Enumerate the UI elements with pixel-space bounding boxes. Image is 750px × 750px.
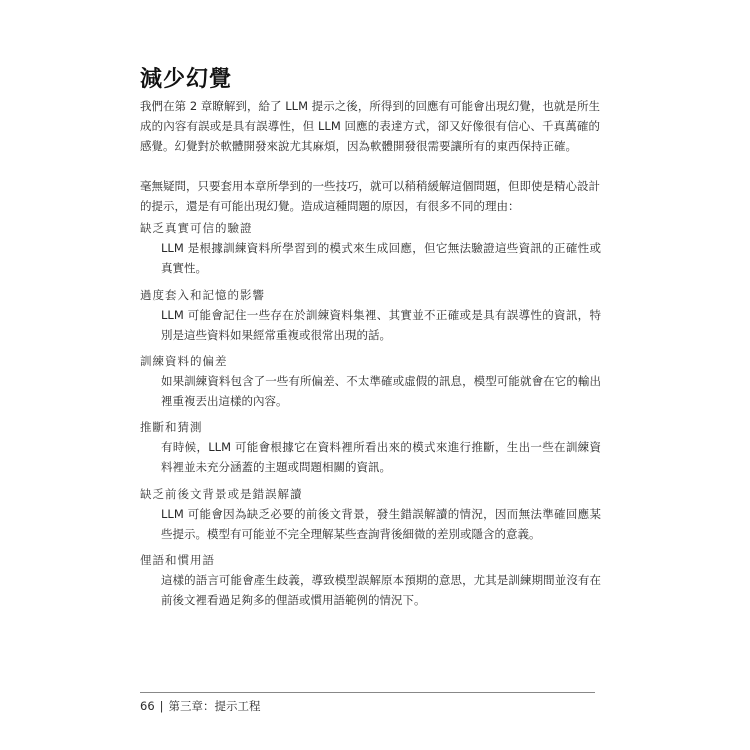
reason-term-verification: 缺乏真實可信的驗證 [140,221,253,235]
intro-paragraph-2: 毫無疑問，只要套用本章所學到的一些技巧，就可以稍稍緩解這個問題，但即使是精心設計的提示，還是有可能出現幻覺。造成這種問題的原因，有很多不同的理由： [140,179,600,213]
chapter-title: 第三章：提示工程 [168,699,261,713]
footer-separator: | [159,699,164,713]
reason-term-slang: 俚語和慣用語 [140,553,215,567]
footer-divider [140,692,595,693]
reason-description-inference: 有時候，LLM 可能會根據它在資料裡所看出來的模式來進行推斷，生出一些在訓練資料裡並未充分涵蓋的主題或問題相關的資訊。 [161,440,601,474]
reason-term-bias: 訓練資料的偏差 [140,354,228,368]
intro-paragraph-1: 我們在第 2 章瞭解到，給了 LLM 提示之後，所得到的回應有可能會出現幻覺，也就是所生成的內容有誤或是具有誤導性，但 LLM 回應的表達方式，卻又好像很有信心、千真萬確的感覺。幻覺對於軟體開發來說尤其麻煩，因為軟體開發很需要讓所有的東西保持正確。 [140,99,600,153]
reason-term-context: 缺乏前後文背景或是錯誤解讀 [140,487,303,501]
reason-description-context: LLM 可能會因為缺乏必要的前後文背景，發生錯誤解讀的情況，因而無法準確回應某些提示。模型有可能並不完全理解某些查詢背後細微的差別或隱含的意義。 [161,507,601,541]
reason-description-verification: LLM 是根據訓練資料所學習到的模式來生成回應，但它無法驗證這些資訊的正確性或真實性。 [161,241,601,275]
reason-description-overfitting: LLM 可能會記住一些存在於訓練資料集裡、其實並不正確或是具有誤導性的資訊，特別是這些資料如果經常重複或很常出現的話。 [161,308,601,342]
page-number: 66 [140,699,155,713]
reason-description-slang: 這樣的語言可能會產生歧義，導致模型誤解原本預期的意思，尤其是訓練期間並沒有在前後文裡看過足夠多的俚語或慣用語範例的情況下。 [161,573,601,607]
reason-description-bias: 如果訓練資料包含了一些有所偏差、不太準確或虛假的訊息，模型可能就會在它的輸出裡重複丟出這樣的內容。 [161,374,601,408]
page-title: 減少幻覺 [140,67,233,92]
reason-term-inference: 推斷和猜測 [140,420,203,434]
page-footer [140,698,261,714]
reason-term-overfitting: 過度套入和記憶的影響 [140,288,265,302]
